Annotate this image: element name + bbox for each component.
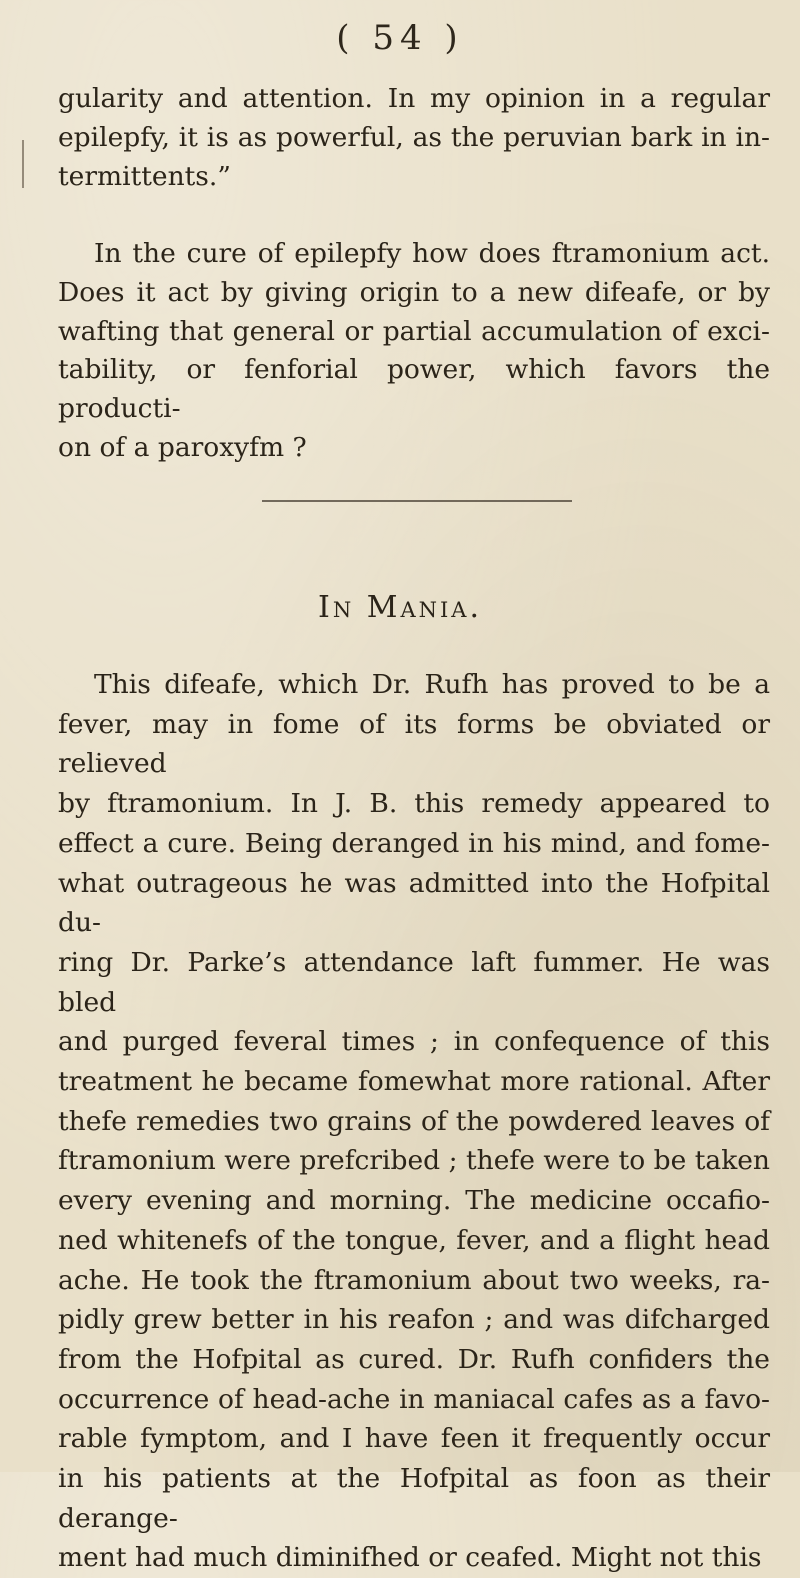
paragraph-continuation xyxy=(58,80,770,196)
text-line: treatment he became fomewhat more rational. After xyxy=(58,1066,770,1098)
text-line: in his patients at the Hofpital as foon as their derange- xyxy=(58,1463,770,1534)
text-line: and purged feveral times ; in confequence of this xyxy=(58,1026,770,1058)
text-line: ftramonium were prefcribed ; thefe were to be taken xyxy=(58,1145,770,1177)
paragraph-epilepsy-question xyxy=(58,235,770,468)
text-line: what outrageous he was admitted into the Hofpital du- xyxy=(58,867,770,939)
page-number: ( 54 ) xyxy=(336,18,464,58)
text-line: ring Dr. Parke’s attendance laft fummer. He was bled xyxy=(58,946,770,1018)
margin-bracket xyxy=(22,140,24,188)
text-line: rable fymptom, and I have feen it frequently occur xyxy=(58,1423,770,1455)
text-line: wafting that general or partial accumulation of exci- xyxy=(58,315,770,347)
text-line: from the Hofpital as cured. Dr. Rufh confiders the xyxy=(58,1343,770,1375)
paragraph-mania xyxy=(58,665,770,1578)
text-line: epilepfy, it is as powerful, as the peruvian bark in in- xyxy=(58,121,770,153)
text-line: Does it act by giving origin to a new difeafe, or by xyxy=(58,276,770,308)
text-line: by ftramonium. In J. B. this remedy appeared to xyxy=(58,788,770,820)
text-line: tability, or fenforial power, which favors the producti- xyxy=(58,354,770,425)
text-line: In the cure of epilepfy how does ftramonium act. xyxy=(94,238,770,269)
text-line: termittents.” xyxy=(58,160,231,192)
section-divider-rule xyxy=(262,500,572,502)
text-line: on of a paroxyfm ? xyxy=(58,431,307,463)
text-line: pidly grew better in his reafon ; and was difcharged xyxy=(58,1304,770,1336)
text-line: gularity and attention. In my opinion in a regular xyxy=(58,83,770,114)
text-line: ned whitenefs of the tongue, fever, and a flight head xyxy=(58,1224,770,1256)
text-line: ment had much diminifhed or ceafed. Might not this xyxy=(58,1542,762,1574)
text-line: every evening and morning. The medicine occafio- xyxy=(58,1185,770,1217)
text-line: thefe remedies two grains of the powdered leaves of xyxy=(58,1105,770,1137)
section-heading: In Mania. xyxy=(317,590,483,625)
text-line: occurrence of head-ache in maniacal cafes as a favo- xyxy=(58,1383,770,1415)
text-line: fever, may in fome of its forms be obviated or relieved xyxy=(58,708,770,780)
text-line: effect a cure. Being deranged in his mind, and fome- xyxy=(58,827,770,859)
text-line: This difeafe, which Dr. Rufh has proved to be a xyxy=(94,669,770,700)
text-line: ache. He took the ftramonium about two weeks, ra- xyxy=(58,1264,770,1296)
